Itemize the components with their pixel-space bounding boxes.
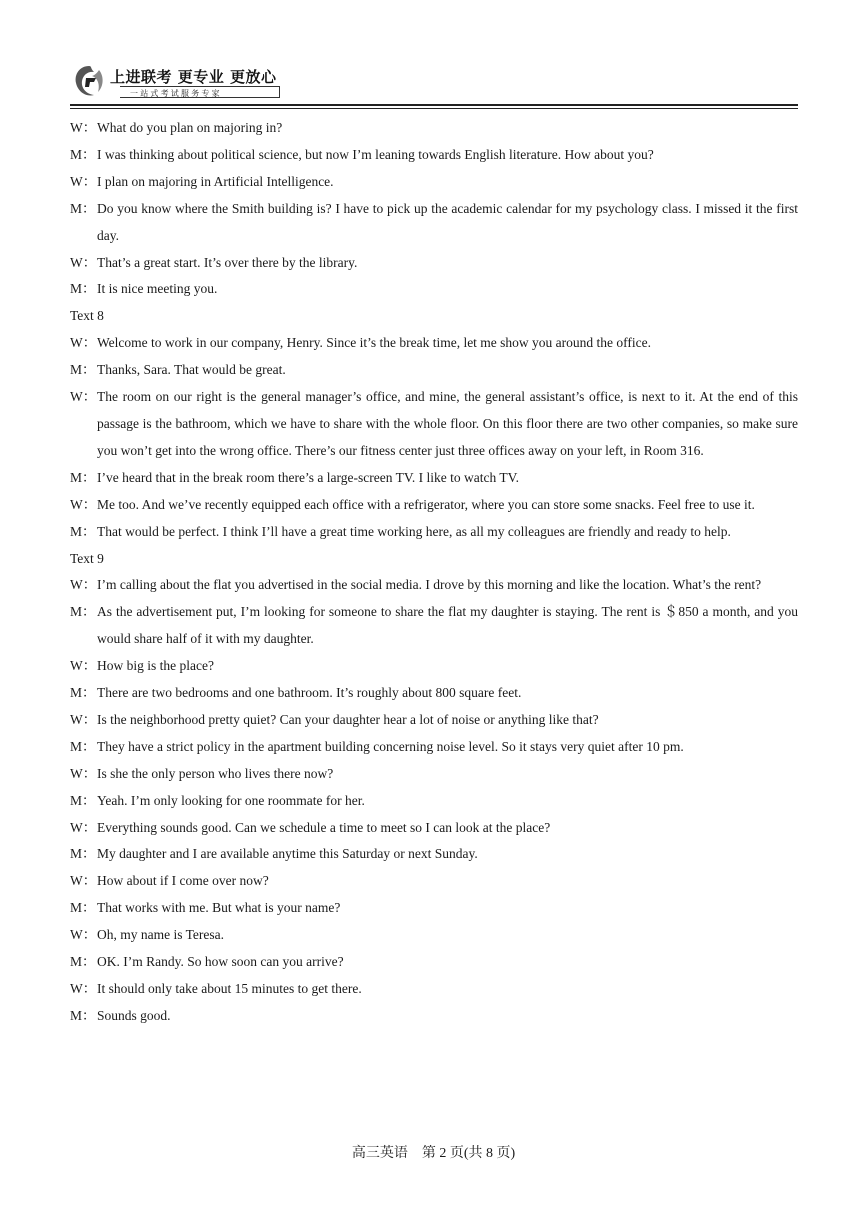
dialogue-text: Thanks, Sara. That would be great. bbox=[97, 362, 286, 378]
dialogue-line bbox=[70, 276, 798, 303]
speaker-label: W： bbox=[70, 389, 97, 405]
dialogue-line bbox=[70, 680, 798, 707]
dialogue-text: Do you know where the Smith building is? I have to pick up the academic calendar for my psychology class. I missed it the first day. bbox=[97, 200, 798, 243]
speaker-label: M： bbox=[70, 1007, 96, 1023]
logo-icon bbox=[72, 64, 106, 100]
dialogue-text: That’s a great start. It’s over there by the library. bbox=[97, 254, 358, 270]
speaker-label: M： bbox=[70, 685, 96, 701]
dialogue-line bbox=[70, 142, 798, 169]
dialogue-line bbox=[70, 599, 798, 653]
dialogue-line bbox=[70, 922, 798, 949]
dialogue-text: That works with me. But what is your name? bbox=[97, 900, 341, 916]
dialogue-line bbox=[70, 788, 798, 815]
speaker-label: M： bbox=[70, 900, 96, 916]
dialogue-line bbox=[70, 653, 798, 680]
speaker-label: W： bbox=[70, 873, 97, 889]
dialogue-line bbox=[70, 734, 798, 761]
dialogue-line bbox=[70, 572, 798, 599]
dialogue-line bbox=[70, 357, 798, 384]
dialogue-text: They have a strict policy in the apartment building concerning noise level. So it stays very quiet after 10 pm. bbox=[97, 738, 684, 754]
speaker-label: W： bbox=[70, 711, 97, 727]
dialogue-line bbox=[70, 949, 798, 976]
dialogue-text: As the advertisement put, I’m looking for someone to share the flat my daughter is staying. The rent is ＄850 a month, and you would share half of it with my daughter. bbox=[97, 604, 798, 647]
speaker-label: M： bbox=[70, 523, 96, 539]
dialogue-text: That would be perfect. I think I’ll have a great time working here, as all my colleagues are friendly and ready to help. bbox=[97, 523, 731, 539]
brand-subtitle: 一站式考试服务专家 bbox=[130, 89, 222, 98]
dialogue-line bbox=[70, 1003, 798, 1030]
brand-title: 上进联考 更专业 更放心 bbox=[110, 68, 277, 86]
speaker-label: W： bbox=[70, 927, 97, 943]
speaker-label: M： bbox=[70, 954, 96, 970]
dialogue-text: Oh, my name is Teresa. bbox=[97, 927, 225, 943]
dialogue-text: How big is the place? bbox=[97, 658, 214, 674]
dialogue-line bbox=[70, 841, 798, 868]
speaker-label: M： bbox=[70, 792, 96, 808]
section-heading: Text 9 bbox=[70, 550, 104, 566]
dialogue-text: It should only take about 15 minutes to get there. bbox=[97, 981, 362, 996]
dialogue-text: Welcome to work in our company, Henry. Since it’s the break time, let me show you around the office. bbox=[97, 335, 652, 351]
header-rule-thick bbox=[70, 104, 798, 106]
speaker-label: W： bbox=[70, 335, 97, 351]
dialogue-line bbox=[70, 519, 798, 546]
dialogue-line bbox=[70, 707, 798, 734]
speaker-label: W： bbox=[70, 254, 97, 270]
speaker-label: W： bbox=[70, 658, 97, 674]
dialogue-line bbox=[70, 492, 798, 519]
dialogue-text: OK. I’m Randy. So how soon can you arrive? bbox=[97, 954, 344, 970]
dialogue-text: Is the neighborhood pretty quiet? Can your daughter hear a lot of noise or anything like that? bbox=[97, 711, 599, 727]
dialogue-line bbox=[70, 169, 798, 196]
dialogue-text: I’m calling about the flat you advertised in the social media. I drove by this morning and like the location. What’s the rent? bbox=[97, 577, 762, 593]
speaker-label: W： bbox=[70, 981, 97, 996]
dialogue-text: Everything sounds good. Can we schedule a time to meet so I can look at the place? bbox=[97, 819, 551, 835]
page-header bbox=[68, 58, 798, 108]
page-footer: 高三英语 第 2 页(共 8 页) bbox=[351, 1146, 516, 1161]
dialogue-text: I plan on majoring in Artificial Intelligence. bbox=[97, 173, 334, 189]
dialogue-text: There are two bedrooms and one bathroom. It’s roughly about 800 square feet. bbox=[97, 685, 522, 701]
dialogue-text: Is she the only person who lives there now? bbox=[97, 765, 334, 781]
speaker-label: W： bbox=[70, 819, 97, 835]
speaker-label: M： bbox=[70, 469, 96, 485]
speaker-label: W： bbox=[70, 577, 97, 593]
dialogue-text: My daughter and I are available anytime this Saturday or next Sunday. bbox=[97, 846, 478, 862]
dialogue-text: It is nice meeting you. bbox=[97, 281, 218, 297]
dialogue-line bbox=[70, 895, 798, 922]
speaker-label: W： bbox=[70, 765, 97, 781]
dialogue-line bbox=[70, 976, 798, 1003]
speaker-label: M： bbox=[70, 146, 96, 162]
dialogue-line bbox=[70, 115, 798, 142]
dialogue-line bbox=[70, 250, 798, 277]
dialogue-text: I was thinking about political science, but now I’m leaning towards English literature. How about you? bbox=[97, 146, 654, 162]
dialogue-line bbox=[70, 868, 798, 895]
dialogue-text: Sounds good. bbox=[97, 1007, 171, 1023]
dialogue-line bbox=[70, 330, 798, 357]
section-heading: Text 8 bbox=[70, 308, 104, 324]
dialogue-text: Yeah. I’m only looking for one roommate for her. bbox=[97, 792, 365, 808]
dialogue-text: I’ve heard that in the break room there’s a large-screen TV. I like to watch TV. bbox=[97, 469, 519, 485]
speaker-label: W： bbox=[70, 120, 97, 135]
dialogue-text: Me too. And we’ve recently equipped each office with a refrigerator, where you can store some snacks. Feel free to use it. bbox=[97, 496, 755, 512]
speaker-label: M： bbox=[70, 281, 96, 297]
speaker-label: M： bbox=[70, 362, 96, 378]
speaker-label: M： bbox=[70, 200, 96, 216]
dialogue-text: How about if I come over now? bbox=[97, 873, 269, 889]
dialogue-line bbox=[70, 761, 798, 788]
dialogue-line bbox=[70, 196, 798, 250]
speaker-label: M： bbox=[70, 604, 96, 620]
dialogue-line bbox=[70, 384, 798, 465]
speaker-label: M： bbox=[70, 738, 96, 754]
speaker-label: M： bbox=[70, 846, 96, 862]
speaker-label: W： bbox=[70, 173, 97, 189]
header-rule-thin bbox=[70, 108, 798, 109]
dialogue-text: The room on our right is the general manager’s office, and mine, the general assistant’s office, is next to it. At the end of this passage is the bathroom, which we have to share with the whole floor. On this floor there are two other companies, so make sure you won’t get into the wrong office. There’s our fitness center just three offices away on your left, in Room 316. bbox=[97, 389, 798, 458]
dialogue-line bbox=[70, 465, 798, 492]
speaker-label: W： bbox=[70, 496, 97, 512]
dialogue-line bbox=[70, 815, 798, 842]
dialogue-text: What do you plan on majoring in? bbox=[97, 120, 283, 135]
transcript-body bbox=[70, 115, 798, 1030]
